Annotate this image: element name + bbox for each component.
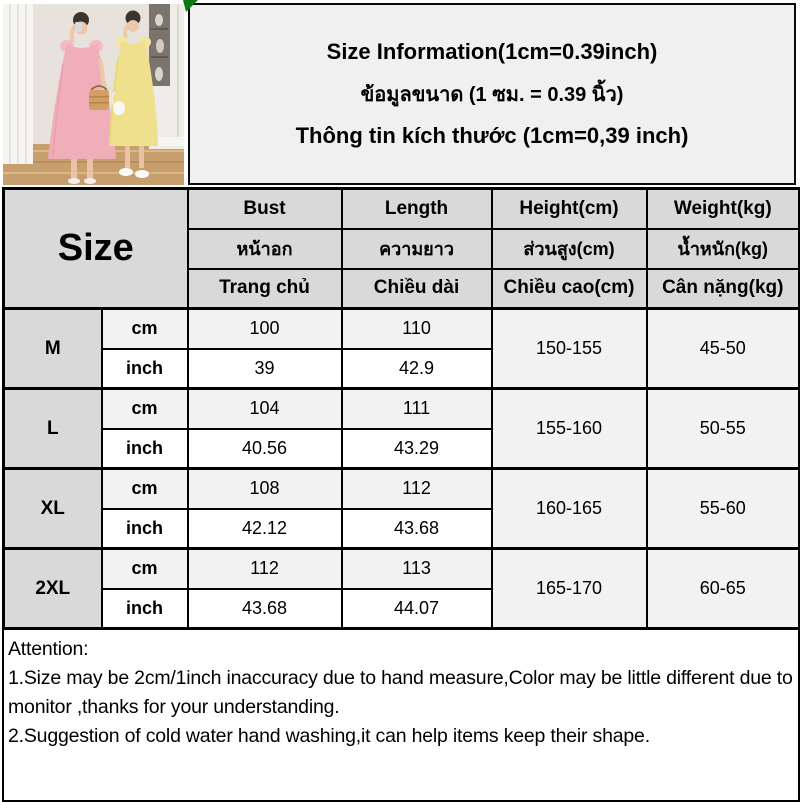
unit-label-inch: inch — [102, 589, 188, 629]
size-table — [2, 187, 800, 630]
cell-l-length-inch: 43.29 — [342, 429, 492, 469]
cell-2xl-length-cm: 113 — [342, 549, 492, 589]
header-bust-th: หน้าอก — [188, 229, 342, 269]
green-corner-flag-icon — [183, 0, 198, 12]
cell-m-bust-inch: 39 — [188, 349, 342, 389]
title-english: Size Information(1cm=0.39inch) — [326, 39, 658, 64]
size-group-xl — [4, 469, 800, 549]
product-photo — [3, 4, 184, 185]
cell-xl-length-inch: 43.68 — [342, 509, 492, 549]
cell-m-weight: 45-50 — [647, 309, 800, 389]
header-bust-vi: Trang chủ — [188, 269, 342, 309]
cell-xl-bust-cm: 108 — [188, 469, 342, 509]
size-group-m — [4, 309, 800, 389]
header-height-th: ส่วนสูง(cm) — [492, 229, 647, 269]
cell-xl-height: 160-165 — [492, 469, 647, 549]
unit-label-cm: cm — [102, 389, 188, 429]
title-box — [188, 3, 796, 185]
cell-xl-length-cm: 112 — [342, 469, 492, 509]
attention-note-1: 1.Size may be 2cm/1inch inaccuracy due to hand measure,Color may be little different due to monitor ,thanks for your understanding. — [8, 667, 793, 718]
cell-l-bust-inch: 40.56 — [188, 429, 342, 469]
cell-xl-bust-inch: 42.12 — [188, 509, 342, 549]
unit-label-cm: cm — [102, 469, 188, 509]
unit-label-cm: cm — [102, 549, 188, 589]
cell-2xl-bust-cm: 112 — [188, 549, 342, 589]
cell-l-length-cm: 111 — [342, 389, 492, 429]
cell-2xl-bust-inch: 43.68 — [188, 589, 342, 629]
header-weight-vi: Cân nặng(kg) — [647, 269, 800, 309]
size-group-2xl — [4, 549, 800, 629]
cell-l-weight: 50-55 — [647, 389, 800, 469]
size-label-l: L — [4, 389, 102, 469]
attention-note-2: 2.Suggestion of cold water hand washing,it can help items keep their shape. — [8, 725, 650, 747]
top-section — [0, 0, 800, 187]
cell-2xl-height: 165-170 — [492, 549, 647, 629]
unit-label-inch: inch — [102, 509, 188, 549]
size-group-l — [4, 389, 800, 469]
header-bust-en: Bust — [188, 189, 342, 229]
size-label-xl: XL — [4, 469, 102, 549]
header-weight-th: น้ำหนัก(kg) — [647, 229, 800, 269]
size-label-m: M — [4, 309, 102, 389]
title-thai: ข้อมูลขนาด (1 ซม. = 0.39 นิ้ว) — [360, 84, 624, 106]
cell-m-length-cm: 110 — [342, 309, 492, 349]
cell-l-bust-cm: 104 — [188, 389, 342, 429]
cell-m-height: 150-155 — [492, 309, 647, 389]
unit-label-inch: inch — [102, 349, 188, 389]
cell-2xl-length-inch: 44.07 — [342, 589, 492, 629]
cell-m-length-inch: 42.9 — [342, 349, 492, 389]
size-label-2xl: 2XL — [4, 549, 102, 629]
cell-m-bust-cm: 100 — [188, 309, 342, 349]
header-length-vi: Chiều dài — [342, 269, 492, 309]
cell-xl-weight: 55-60 — [647, 469, 800, 549]
unit-label-inch: inch — [102, 429, 188, 469]
size-column-header: Size — [4, 189, 188, 309]
title-vietnamese: Thông tin kích thước (1cm=0,39 inch) — [295, 123, 689, 148]
cell-l-height: 155-160 — [492, 389, 647, 469]
cell-2xl-weight: 60-65 — [647, 549, 800, 629]
attention-notes — [2, 630, 800, 802]
header-length-en: Length — [342, 189, 492, 229]
unit-label-cm: cm — [102, 309, 188, 349]
header-weight-en: Weight(kg) — [647, 189, 800, 229]
header-height-vi: Chiều cao(cm) — [492, 269, 647, 309]
attention-title: Attention: — [8, 638, 89, 660]
header-length-th: ความยาว — [342, 229, 492, 269]
header-height-en: Height(cm) — [492, 189, 647, 229]
